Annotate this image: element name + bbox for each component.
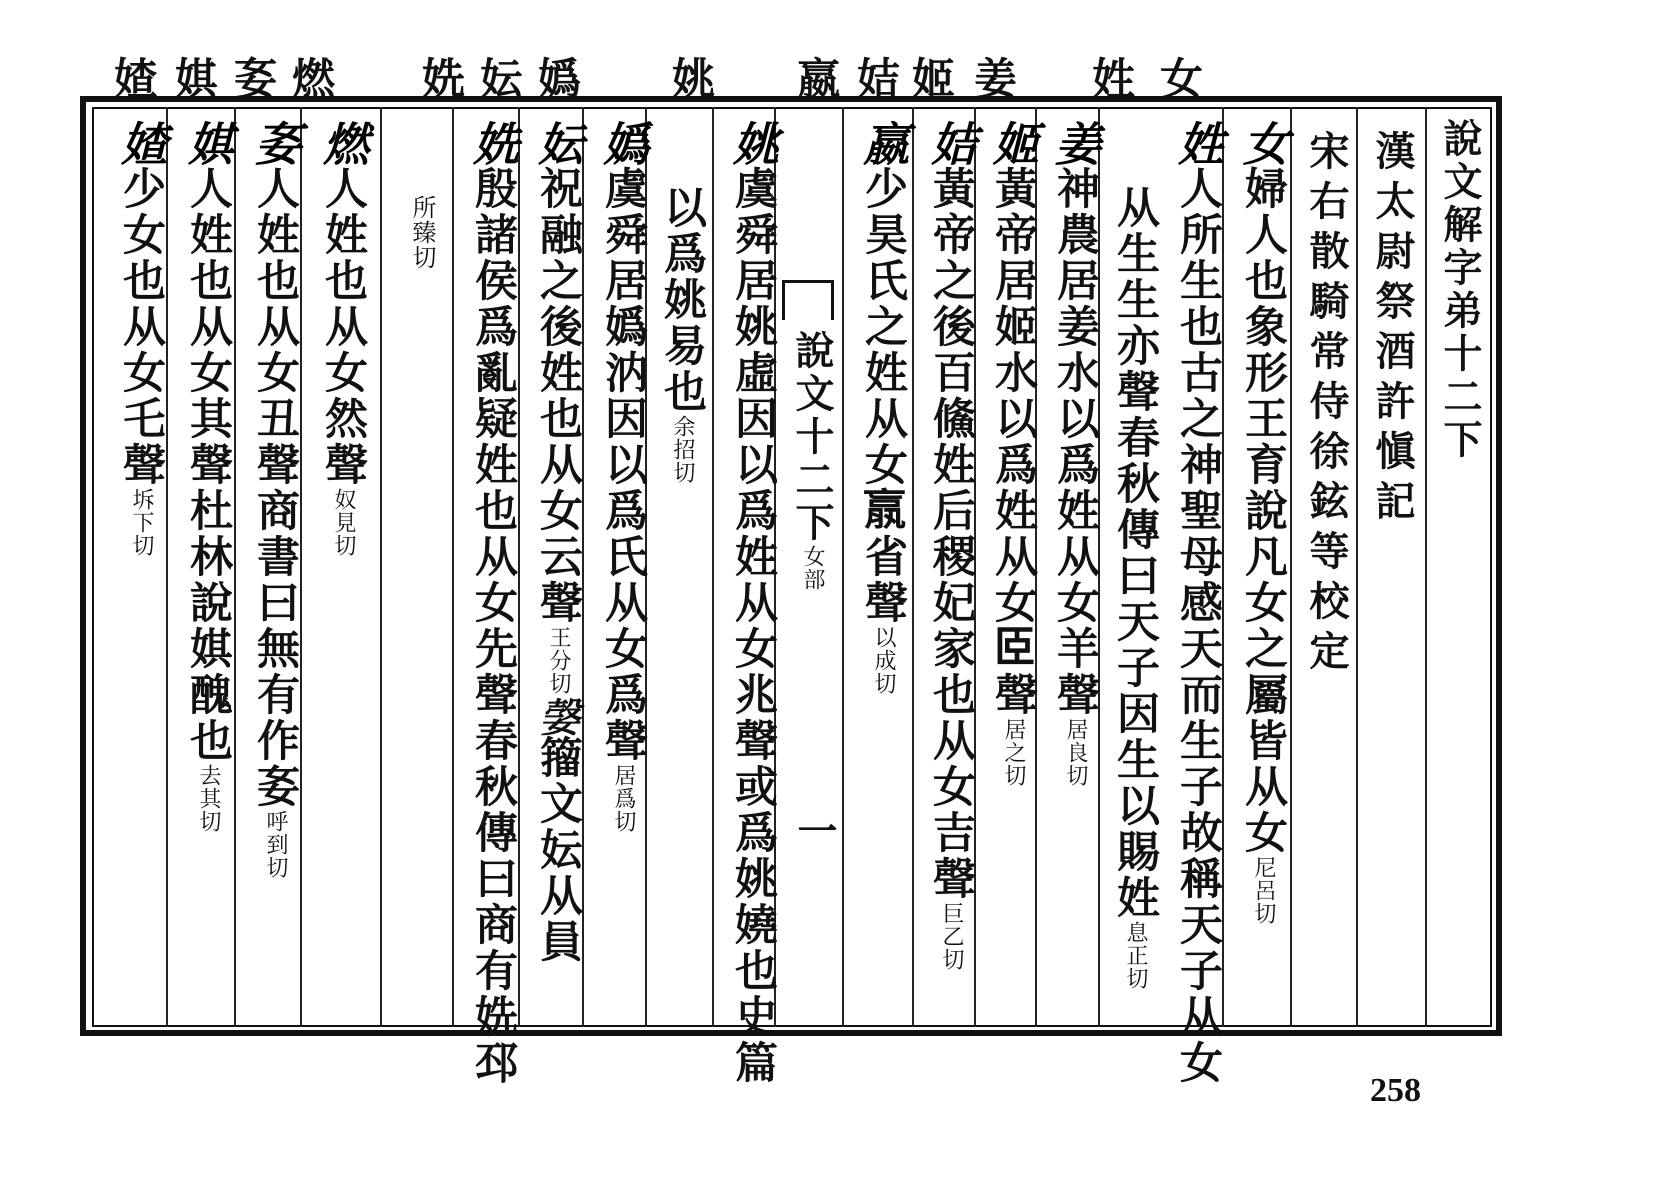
entry-xing-cont <box>1105 185 1166 990</box>
seal-glyph: 娸 <box>181 120 235 166</box>
column-rule <box>1356 107 1358 1027</box>
seal-glyph: 㚣 <box>248 120 302 166</box>
page-number: 258 <box>1370 1072 1421 1109</box>
seal-glyph: 嬀 <box>596 120 650 166</box>
entry-ji <box>980 120 1046 787</box>
seal-glyph: 燃 <box>316 120 370 166</box>
entry-jiang <box>1042 120 1108 787</box>
entry-yun <box>525 120 591 965</box>
headword-9: 妘 <box>473 56 523 101</box>
leaf-number: 一 <box>791 810 838 850</box>
headword-14: 㜁 <box>107 56 157 101</box>
fanqie-note: 居之切 <box>1001 718 1026 787</box>
headword-4: 姬 <box>905 56 955 101</box>
editor-name: 右散騎常侍徐鉉等校定 <box>1303 180 1350 680</box>
seal-glyph: 姺 <box>466 120 520 166</box>
seal-glyph: 姞 <box>924 120 978 166</box>
headword-5: 姞 <box>850 56 900 101</box>
entry-text: 人姓也从女丑聲商書曰無有作㚣 <box>250 166 300 810</box>
entry-ji2 <box>918 120 984 971</box>
entry-text: 祝融之後姓也从女云聲 <box>533 166 583 626</box>
entry-hao <box>242 120 308 879</box>
entry-nu <box>1230 120 1296 925</box>
entry-text-variant: 籀文妘从員 <box>533 735 583 965</box>
entry-shen <box>460 120 526 1086</box>
seal-glyph: 姓 <box>1171 120 1225 166</box>
headword-1: 女 <box>1153 56 1203 101</box>
entry-text: 人所生也古之神聖母感天而生子故稱天子从女 <box>1173 166 1223 1086</box>
headword-13: 娸 <box>168 56 218 101</box>
seal-glyph: 姚 <box>726 120 780 166</box>
entry-ying <box>850 120 916 695</box>
entry-zha <box>108 120 174 557</box>
seal-glyph: 嬴 <box>856 120 910 166</box>
entry-text: 虞舜居姚虛因以爲姓从女兆聲或爲姚嬈也史篇 <box>728 166 778 1086</box>
fanqie-note: 巨乙切 <box>939 902 964 971</box>
section-note: 女部 <box>800 545 825 591</box>
entry-ran <box>310 120 376 557</box>
entry-text: 从生生亦聲春秋傳曰天子因生以賜姓 <box>1110 185 1160 921</box>
fanqie-note: 居良切 <box>1063 718 1088 787</box>
entry-text: 神農居姜水以爲姓从女羊聲 <box>1050 166 1100 718</box>
entry-text: 少女也从女乇聲 <box>116 166 166 488</box>
entry-xing <box>1165 120 1231 1086</box>
editor-dynasty: 宋 <box>1303 130 1350 180</box>
fanqie-note: 呼到切 <box>263 810 288 879</box>
fanqie-note: 余招切 <box>670 415 695 484</box>
author-dynasty: 漢 <box>1369 130 1416 180</box>
entry-text: 人姓也从女然聲 <box>318 166 368 488</box>
entry-text: 黃帝之後百鯈姓后稷妃家也从女吉聲 <box>926 166 976 902</box>
seal-glyph: 女 <box>1236 120 1290 166</box>
fanqie-note: 王分切 <box>546 626 571 695</box>
fishtail-mark <box>782 280 834 320</box>
headword-2: 姓 <box>1085 56 1135 101</box>
entry-shen-cont <box>405 195 440 270</box>
fanqie-note: 坼下切 <box>129 488 154 557</box>
book-title: 說文解字弟十二下 <box>1437 118 1483 462</box>
entry-yao <box>720 120 786 1086</box>
entry-yao-cont <box>652 185 713 484</box>
column-rule <box>380 107 382 1027</box>
entry-text: 人姓也从女其聲杜林說娸醜也 <box>183 166 233 764</box>
center-label <box>784 330 840 591</box>
headword-3: 姜 <box>967 56 1017 101</box>
center-title: 說文十二下 <box>789 330 835 545</box>
entry-qi <box>175 120 241 833</box>
fanqie-note: 息正切 <box>1123 921 1148 990</box>
fanqie-note: 尼呂切 <box>1251 856 1276 925</box>
headword-8: 嬀 <box>531 56 581 101</box>
entry-text: 黃帝居姬水以爲姓从女𦣞聲 <box>988 166 1038 718</box>
seal-glyph: 妘 <box>531 120 585 166</box>
seal-glyph: 姜 <box>1048 120 1102 166</box>
seal-glyph-variant: 𡠆 <box>535 695 582 735</box>
headword-11: 燃 <box>285 56 335 101</box>
editor-line <box>1298 130 1355 680</box>
seal-glyph: 㜁 <box>114 120 168 166</box>
author-line <box>1364 130 1421 530</box>
fanqie-note: 奴見切 <box>331 488 356 557</box>
entry-text: 以爲姚易也 <box>657 185 707 415</box>
column-rule <box>842 107 844 1027</box>
headword-10: 姺 <box>415 56 465 101</box>
author-name: 太尉祭酒許愼記 <box>1369 180 1416 530</box>
headword-12: 㚣 <box>227 56 277 101</box>
fanqie-note: 以成切 <box>871 626 896 695</box>
fanqie-note: 居爲切 <box>611 764 636 833</box>
fanqie-note: 所臻切 <box>408 195 436 270</box>
headword-7: 姚 <box>665 56 715 101</box>
entry-text: 婦人也象形王育說凡女之屬皆从女 <box>1238 166 1288 856</box>
seal-glyph: 姬 <box>986 120 1040 166</box>
column-rule <box>1425 107 1427 1027</box>
entry-gui <box>590 120 656 833</box>
entry-text: 殷諸侯爲亂疑姓也从女先聲春秋傳曰商有姺邳 <box>468 166 518 1086</box>
entry-text: 少昊氏之姓从女𣎆省聲 <box>858 166 908 626</box>
entry-text: 虞舜居嬀汭因以爲氏从女爲聲 <box>598 166 648 764</box>
headword-6: 嬴 <box>790 56 840 101</box>
fanqie-note: 去其切 <box>196 764 221 833</box>
column-rule <box>452 107 454 1027</box>
